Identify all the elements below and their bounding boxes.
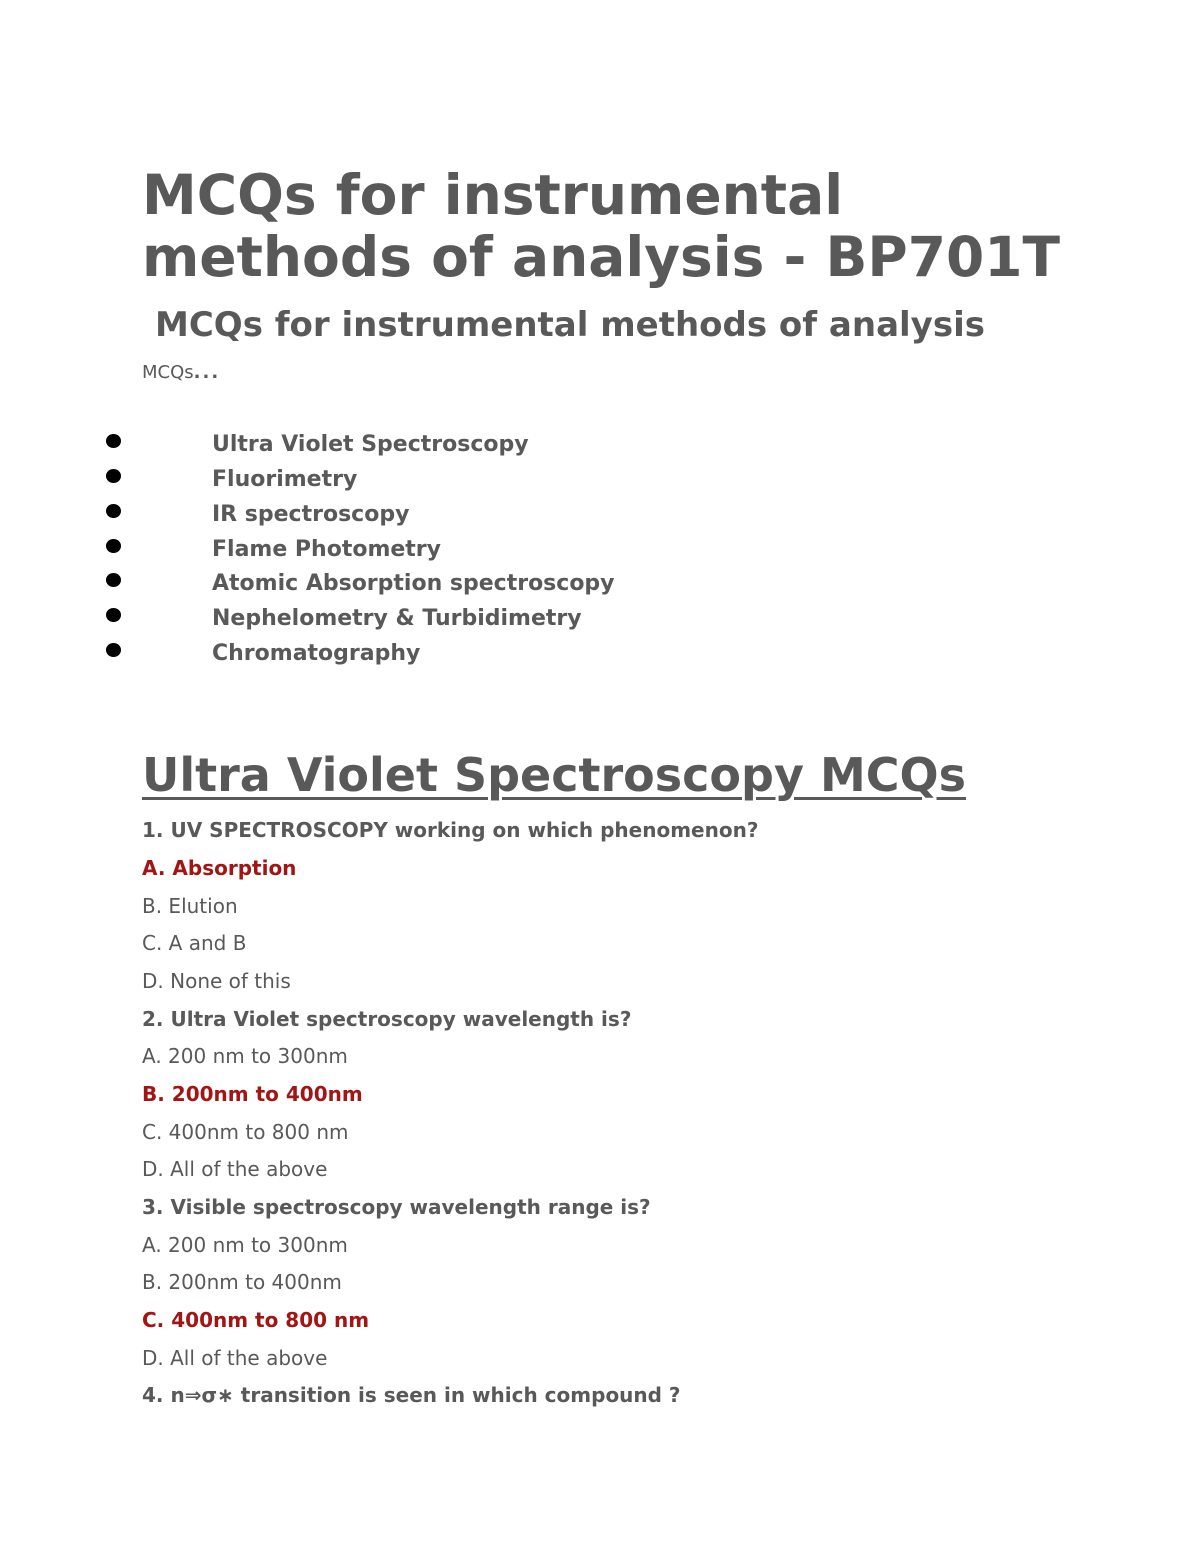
topic-item [0,639,800,669]
mcqs-intro [142,362,220,383]
bullet-icon [106,434,121,448]
bullet-icon [106,504,121,518]
section-heading: Ultra Violet Spectroscopy MCQs [142,748,966,802]
document-title-line-1: MCQs for instrumental [142,163,844,227]
question-3-option-b: B. 200nm to 400nm [142,1270,342,1294]
topic-item [0,604,800,634]
document-subtitle: MCQs for instrumental methods of analysis [155,305,985,345]
question-2-option-c: C. 400nm to 800 nm [142,1120,349,1144]
bullet-icon [106,573,121,587]
topic-label: IR spectroscopy [212,502,410,527]
topic-label: Fluorimetry [212,467,358,492]
question-1-option-b: B. Elution [142,894,238,918]
topic-label: Atomic Absorption spectroscopy [212,571,615,596]
mcqs-intro-label: MCQs [142,362,194,383]
topic-label: Chromatography [212,641,421,666]
topic-item [0,535,800,565]
question-4: 4. n⇒σ∗ transition is seen in which compound ? [142,1383,681,1407]
topic-item [0,465,800,495]
bullet-icon [106,608,121,622]
question-3-option-c: C. 400nm to 800 nm [142,1308,370,1332]
document-title-line-2: methods of analysis - BP701T [142,225,1061,289]
question-2-option-d: D. All of the above [142,1157,328,1181]
question-3: 3. Visible spectroscopy wavelength range is? [142,1195,651,1219]
topic-label: Nephelometry & Turbidimetry [212,606,582,631]
question-3-option-a: A. 200 nm to 300nm [142,1233,348,1257]
question-1-option-d: D. None of this [142,969,291,993]
question-2-option-a: A. 200 nm to 300nm [142,1044,348,1068]
topic-label: Ultra Violet Spectroscopy [212,432,529,457]
question-3-option-d: D. All of the above [142,1346,328,1370]
question-2: 2. Ultra Violet spectroscopy wavelength is? [142,1007,632,1031]
question-1-option-a: A. Absorption [142,856,297,880]
bullet-icon [106,643,121,657]
topic-label: Flame Photometry [212,537,442,562]
bullet-icon [106,539,121,553]
question-2-option-b: B. 200nm to 400nm [142,1082,363,1106]
mcqs-intro-dots: ... [193,362,221,383]
bullet-icon [106,469,121,483]
question-1: 1. UV SPECTROSCOPY working on which phenomenon? [142,818,759,842]
topic-item [0,430,800,460]
topic-item [0,500,800,530]
question-1-option-c: C. A and B [142,931,247,955]
topic-item [0,569,800,599]
